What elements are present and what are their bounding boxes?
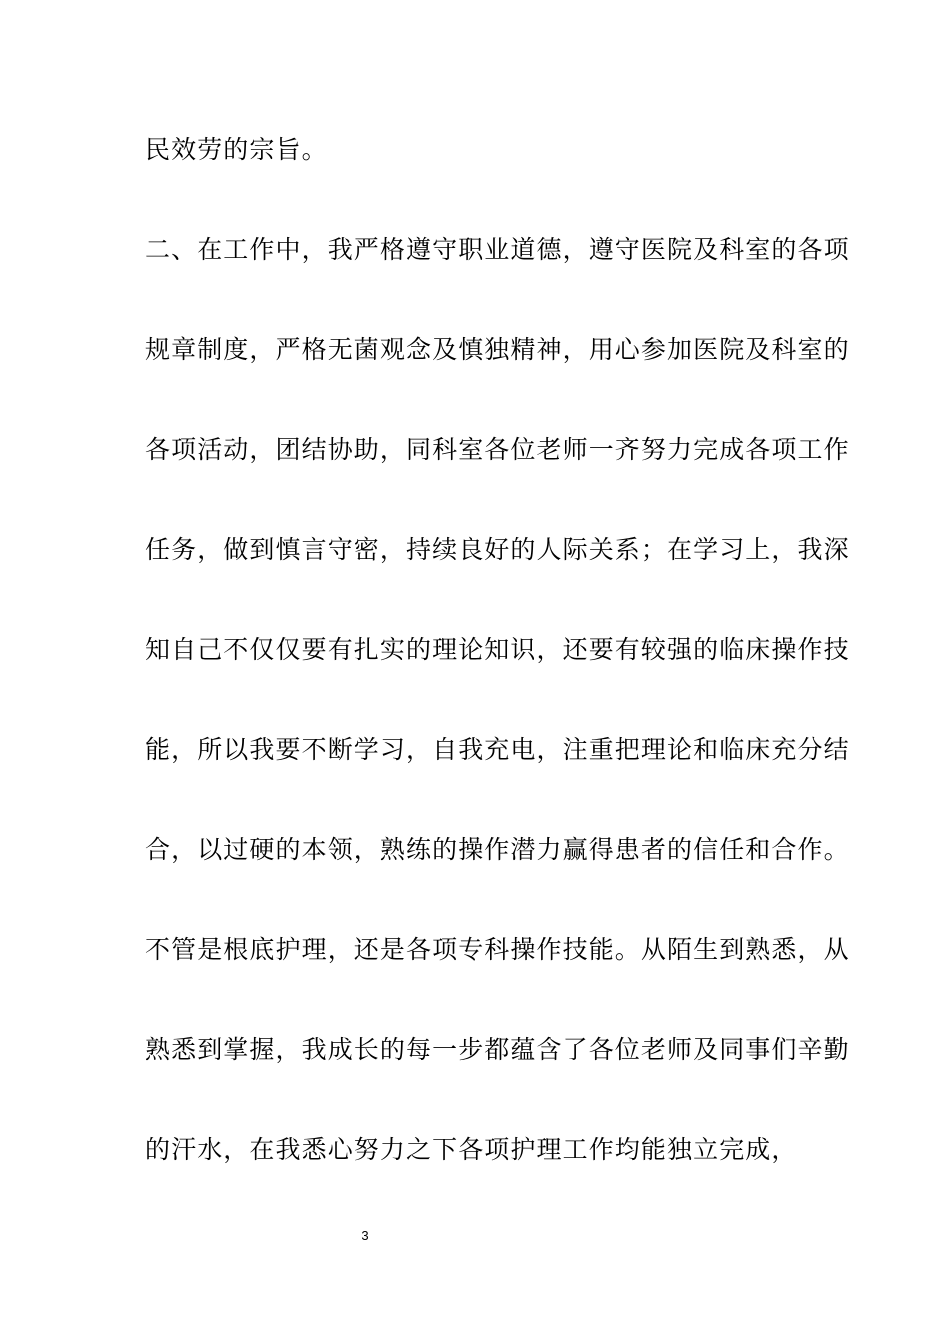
text-line-7: 能，所以我要不断学习，自我充电，注重把理论和临床充分结 [145, 735, 850, 764]
text-line-8: 合，以过硬的本领，熟练的操作潜力赢得患者的信任和合作。 [145, 835, 850, 864]
text-line-1: 民效劳的宗旨。 [145, 135, 328, 164]
text-line-11: 的汗水，在我悉心努力之下各项护理工作均能独立完成， [145, 1135, 798, 1164]
page-number: 3 [361, 1228, 369, 1243]
text-line-4: 各项活动，团结协助，同科室各位老师一齐努力完成各项工作 [145, 435, 850, 464]
text-line-10: 熟悉到掌握，我成长的每一步都蕴含了各位老师及同事们辛勤 [145, 1035, 850, 1064]
text-line-2: 二、在工作中，我严格遵守职业道德，遵守医院及科室的各项 [145, 235, 850, 264]
text-line-3: 规章制度，严格无菌观念及慎独精神，用心参加医院及科室的 [145, 335, 850, 364]
text-line-6: 知自己不仅仅要有扎实的理论知识，还要有较强的临床操作技 [145, 635, 850, 664]
text-line-9: 不管是根底护理，还是各项专科操作技能。从陌生到熟悉，从 [145, 935, 850, 964]
text-line-5: 任务，做到慎言守密，持续良好的人际关系；在学习上，我深 [145, 535, 850, 564]
